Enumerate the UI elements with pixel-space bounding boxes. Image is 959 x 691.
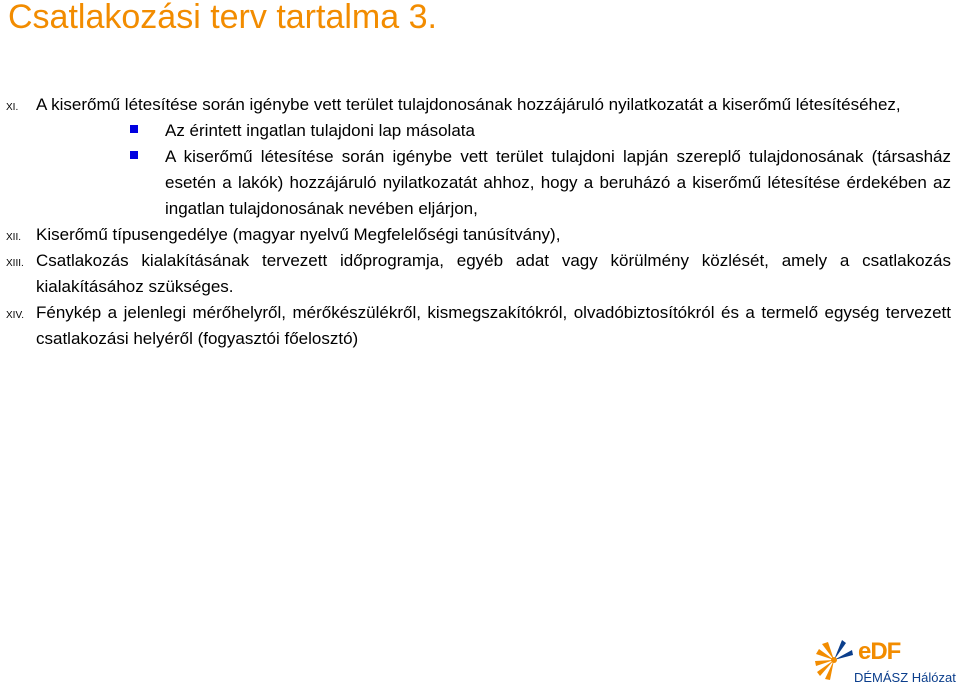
item-text: Fénykép a jelenlegi mérőhelyről, mérőkészülékről, kismegszakítókról, olvadóbiztosítókról és a termelő egység tervezett csatlakozási helyéről (fogyasztói főelosztó): [36, 303, 951, 348]
list-item-xiv: [0, 300, 959, 352]
list-item-xiii: [0, 248, 959, 300]
logo-subtitle: DÉMÁSZ Hálózat: [854, 670, 956, 685]
slide-title: Csatlakozási terv tartalma 3.: [8, 0, 437, 36]
square-bullet-icon: [130, 151, 138, 159]
item-numeral: XIII.: [6, 258, 24, 269]
sub-bullet-item: [0, 118, 959, 144]
list-item-xii: [0, 222, 959, 248]
item-numeral: XI.: [6, 102, 19, 113]
sub-bullet-list: [0, 118, 959, 222]
item-text: A kiserőmű létesítése során igénybe vett terület tulajdonosának hozzájáruló nyilatkozatát a kiserőmű létesítéséhez,: [36, 95, 901, 114]
sub-bullet-text: Az érintett ingatlan tulajdoni lap másolata: [165, 121, 475, 140]
list-item-xi: [0, 92, 959, 118]
slide-content: [0, 92, 959, 352]
item-text: Kiserőmű típusengedélye (magyar nyelvű Megfelelőségi tanúsítvány),: [36, 225, 561, 244]
edf-sun-logo-icon: [814, 636, 854, 686]
square-bullet-icon: [130, 125, 138, 133]
sub-bullet-text: A kiserőmű létesítése során igénybe vett terület tulajdoni lapján szereplő tulajdonosának (társasház esetén a lakók) hozzájáruló nyilatkozatát ahhoz, hogy a beruházó a kiserőmű létesítése érdekében az ingatlan tulajdonosának nevében eljárjon,: [165, 147, 951, 218]
logo-brand: eDF: [858, 638, 901, 665]
edf-logo: [814, 636, 959, 691]
item-text: Csatlakozás kialakításának tervezett időprogramja, egyéb adat vagy körülmény közlését, amely a csatlakozás kialakításához szükséges.: [36, 251, 951, 296]
item-numeral: XII.: [6, 232, 22, 243]
sub-bullet-item: [0, 144, 959, 222]
item-numeral: XIV.: [6, 310, 24, 321]
